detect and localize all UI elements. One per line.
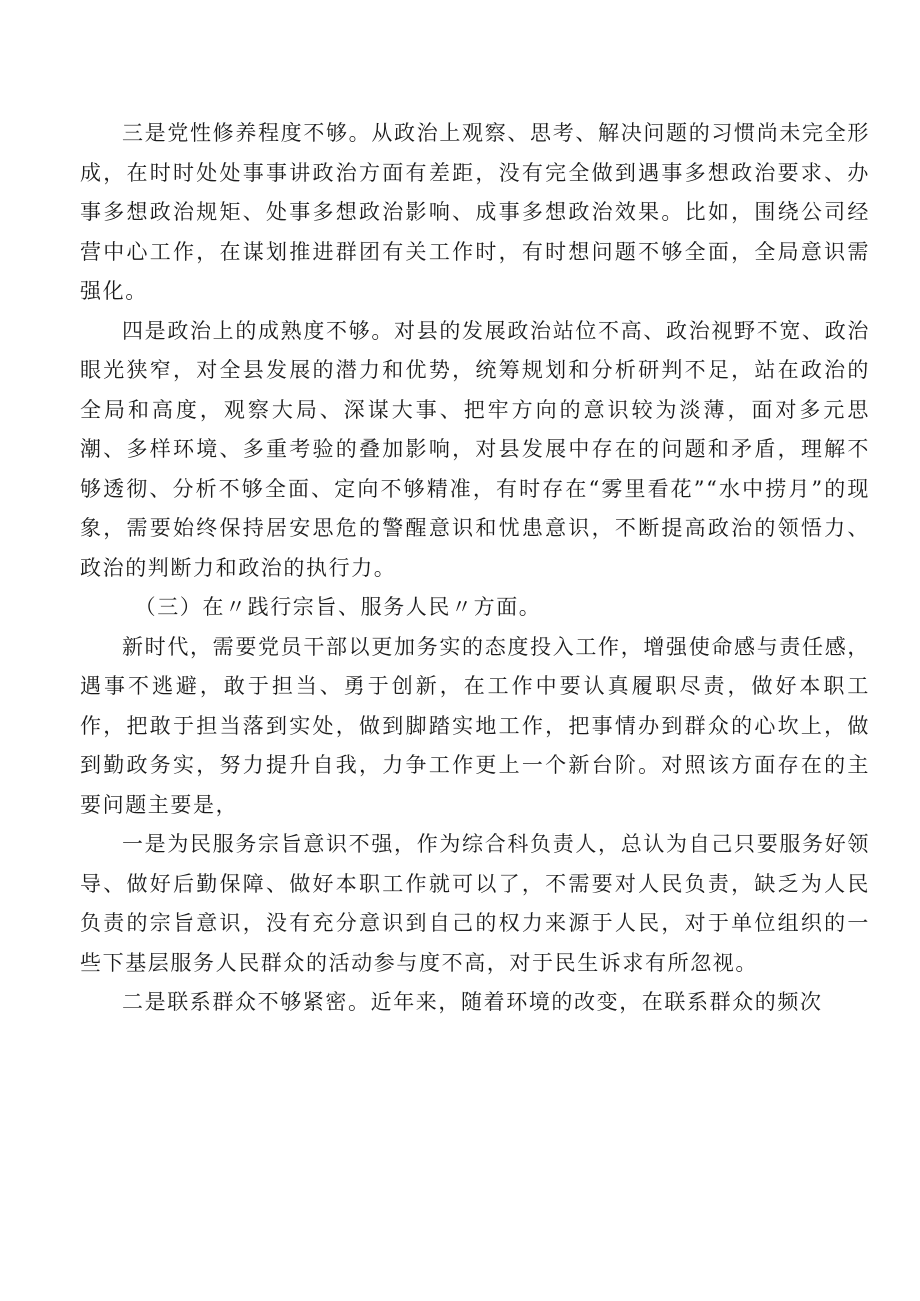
paragraph-contact-masses: 二是联系群众不够紧密。近年来，随着环境的改变，在联系群众的频次: [122, 990, 823, 1014]
paragraph-service-awareness: 一是为民服务宗旨意识不强，作为综合科负责人，总认为自己只要服务好领导、做好后勤保障、做好本职工作就可以了，不需要对人民负责，缺乏为人民负责的宗旨意识，没有充分意识到自己的权力来源于人民，对于单位组织的一些下基层服务人民群众的活动参与度不高，对于民生诉求有所忽视。: [80, 832, 870, 975]
paragraph-political-maturity: 四是政治上的成熟度不够。对县的发展政治站位不高、政治视野不宽、政治眼光狭窄，对全县发展的潜力和优势，统筹规划和分析研判不足，站在政治的全局和高度，观察大局、深谋大事、把牢方向的意识较为淡薄，面对多元思潮、多样环境、多重考验的叠加影响，对县发展中存在的问题和矛盾，理解不够透彻、分析不够全面、定向不够精准，有时存在“雾里看花”“水中捞月”的现象，需要始终保持居安思危的警醒意识和忧患意识，不断提高政治的领悟力、政治的判断力和政治的执行力。: [80, 318, 870, 580]
section-heading-serve-people: （三）在〃践行宗旨、服务人民〃方面。: [134, 595, 542, 619]
paragraph-new-era: 新时代，需要党员干部以更加务实的态度投入工作，增强使命感与责任感，遇事不逃避，敢于担当、勇于创新，在工作中要认真履职尽责，做好本职工作，把敢于担当落到实处，做到脚踏实地工作，把事情办到群众的心坎上，做到勤政务实，努力提升自我，力争工作更上一个新台阶。对照该方面存在的主要问题主要是，: [80, 634, 870, 817]
paragraph-party-spirit: 三是党性修养程度不够。从政治上观察、思考、解决问题的习惯尚未完全形成，在时时处处事事讲政治方面有差距，没有完全做到遇事多想政治要求、办事多想政治规矩、处事多想政治影响、成事多想政治效果。比如，围绕公司经营中心工作，在谋划推进群团有关工作时，有时想问题不够全面，全局意识需强化。: [80, 121, 870, 303]
document-body: [80, 114, 870, 1023]
